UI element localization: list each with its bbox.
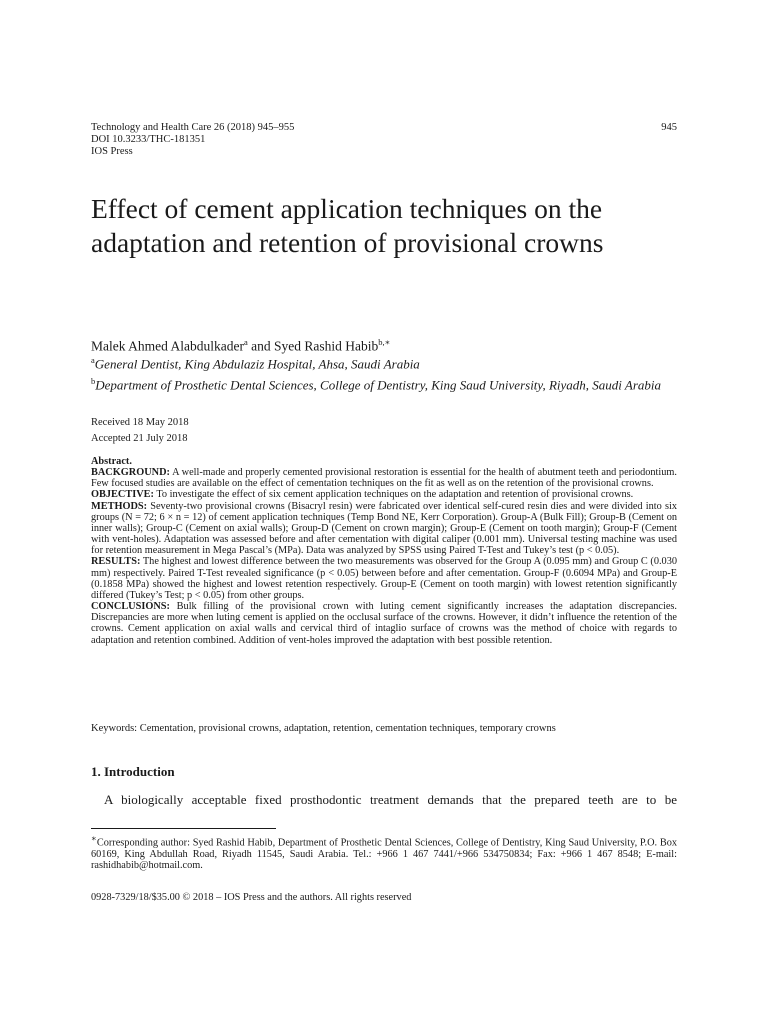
affiliation: $^a$General Dentist, King Abdulaziz Hospital, Ahsa, Saudi Arabia — [91, 355, 420, 372]
page-number: 945 — [661, 122, 677, 133]
journal-citation: Technology and Health Care 26 (2018) 945–955 — [91, 122, 295, 133]
copyright-line: 0928-7329/18/$35.00 © 2018 – IOS Press and the authors. All rights reserved — [91, 892, 412, 903]
keywords: Keywords: Cementation, provisional crowns, adaptation, retention, cementation techniques, temporary crowns — [91, 723, 556, 734]
footnote-rule — [91, 828, 276, 829]
abstract-results: RESULTS: The highest and lowest difference between the two measurements was observed for the Group A (0.095 mm) and Group C (0.030 mm) respectively. Paired T-Test revealed significance (p < 0.05) between before and after cementation. Group-F (0.6094 MPa) and Group-E (0.1858 MPa) showed the highest and lowest retention respectively. Group-E (Cement on tooth margin) with lowest retention significantly differed (Tukey’s Test; p < 0.05) from other groups. — [91, 556, 677, 601]
received-date: Received 18 May 2018 — [91, 417, 189, 428]
dates — [91, 415, 189, 447]
abstract — [91, 456, 677, 646]
affiliation-marker: b,∗ — [378, 337, 391, 347]
abstract-objective: OBJECTIVE: To investigate the effect of six cement application techniques on the adaptation and retention of provisional crowns. — [91, 489, 634, 501]
author-conjunction: and — [247, 338, 274, 354]
intro-paragraph: A biologically acceptable fixed prosthodontic treatment demands that the prepared teeth are to be — [104, 792, 677, 807]
abstract-background: BACKGROUND: A well-made and properly cemented provisional restoration is essential for the health of abutment teeth and periodontium. Few focused studies are available on the effect of cementation techniques on the fit as well as on the retention of the provisional crowns. — [91, 467, 677, 490]
abstract-conclusions: CONCLUSIONS: Bulk filling of the provisional crown with luting cement significantly increases the adaptation discrepancies. Discrepancies are more when luting cement is applied on the occlusal surface of the crowns. However, it didn’t influence the retention of the crowns. Cement application on axial walls and cervical third of intaglio surface of crowns was the method of choice with regards to adaptation and retention combined. Addition of vent-holes improved the adaptation with best possible retention. — [91, 601, 677, 646]
affiliation-marker: a — [243, 337, 248, 347]
footnote-marker: ∗ — [91, 833, 97, 843]
abstract-methods: METHODS: Seventy-two provisional crowns (Bisacryl resin) were fabricated over identical self-cured resin dies and were divided into six groups (N = 72; 6 × n = 12) of cement application techniques (Temp Bond NE, Kerr Corporation). Group-A (Bulk Fill); Group-B (Cement on inner walls); Group-C (Cement on axial walls); Group-D (Cement on crown margin); Group-E (Cement on tooth margin); Group-F (Cement with vent-holes). Adaptation was assessed before and after cementation with digital caliper (0.001 mm). Universal testing machine was used for retention measurement in Mega Pascal’s (MPa). Data was analyzed by SPSS using Paired T-Test and Tukey’s test (p < 0.05). — [91, 500, 677, 557]
footnote: ∗Corresponding author: Syed Rashid Habib, Department of Prosthetic Dental Sciences, College of Dentistry, King Saud University, P.O. Box 60169, King Abdullah Road, Riyadh 11545, Saudi Arabia. Tel.: +966 1 467 7441/+966 534750834; Fax: +966 1 467 8548; E-mail: rashidhabib@hotmail.com. — [91, 833, 677, 872]
accepted-date: Accepted 21 July 2018 — [91, 433, 188, 444]
paper-title: Effect of cement application techniques on the adaptation and retention of provisional crowns — [91, 193, 604, 258]
author-name: Malek Ahmed Alabdulkader — [91, 338, 244, 354]
section-heading: 1. Introduction — [91, 764, 175, 779]
abstract-heading: Abstract. — [91, 456, 132, 467]
doi: DOI 10.3233/THC-181351 — [91, 134, 206, 145]
affiliations — [91, 352, 677, 394]
affiliation: $^b$Department of Prosthetic Dental Sciences, College of Dentistry, King Saud University, Riyadh, Saudi Arabia — [91, 375, 662, 393]
publisher: IOS Press — [91, 146, 133, 157]
author-name: Syed Rashid Habib — [274, 338, 379, 354]
journal-info — [91, 122, 294, 158]
